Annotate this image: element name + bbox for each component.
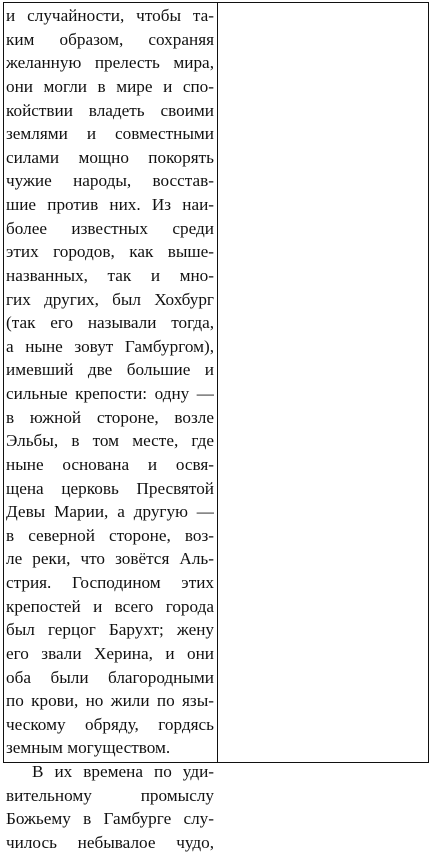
text-line: чилось небывалое чудо, <box>6 832 214 852</box>
text-line: ким образом, сохраняя <box>6 29 214 49</box>
text-line: чужие народы, восстав- <box>6 171 214 191</box>
text-line: вительному промыслу <box>6 785 214 805</box>
table-top-border <box>3 2 429 3</box>
paragraph-end-line: земным могуществом. <box>6 738 171 758</box>
text-line: названных, так и мно- <box>6 265 214 285</box>
text-line: его звали Херина, и они <box>6 643 214 663</box>
left-text-column <box>6 4 214 855</box>
text-line: щена церковь Пресвятой <box>6 478 214 498</box>
text-line: койствии владеть своими <box>6 100 214 120</box>
text-line: стрия. Господином этих <box>6 573 214 592</box>
text-line: был герцог Барухт; жену <box>6 620 214 640</box>
text-line: крепостей и всего города <box>6 596 214 616</box>
text-line: имевший две большие и <box>6 360 214 380</box>
text-line: ныне основана и освя- <box>6 454 214 474</box>
table-left-border <box>3 2 4 762</box>
text-line: силами мощно покорять <box>6 147 214 167</box>
text-line: а ныне зовут Гамбургом), <box>6 336 214 356</box>
text-line: оба были благородными <box>6 667 214 687</box>
paragraph-start-line: В их времена по уди- <box>32 762 214 781</box>
text-line: в южной стороне, возле <box>6 407 214 427</box>
text-line: Девы Марии, а другую — <box>6 502 214 522</box>
text-line: по крови, но жили по язы- <box>6 691 214 711</box>
text-line: ческому обряду, гордясь <box>6 714 214 734</box>
text-line: Божьему в Гамбурге слу- <box>6 809 214 829</box>
text-line: этих городов, как выше- <box>6 242 214 262</box>
text-line: гих других, был Хохбург <box>6 289 214 309</box>
text-line: в северной стороне, воз- <box>6 525 214 545</box>
text-line: желанную прелесть мира, <box>6 53 214 73</box>
table-right-border <box>428 2 429 762</box>
text-line: ле реки, что зовётся Аль- <box>6 549 214 569</box>
column-divider <box>217 2 218 762</box>
text-line: Эльбы, в том месте, где <box>6 431 214 451</box>
text-line: (так его называли тогда, <box>6 313 214 333</box>
text-line: они могли в мире и спо- <box>6 76 214 96</box>
text-line: и случайности, чтобы та- <box>6 6 214 25</box>
text-line: сильные крепости: одну — <box>6 384 214 403</box>
text-line: более известных среди <box>6 218 214 238</box>
text-line: шие против них. Из наи- <box>6 195 214 214</box>
text-line: землями и совместными <box>6 124 214 144</box>
